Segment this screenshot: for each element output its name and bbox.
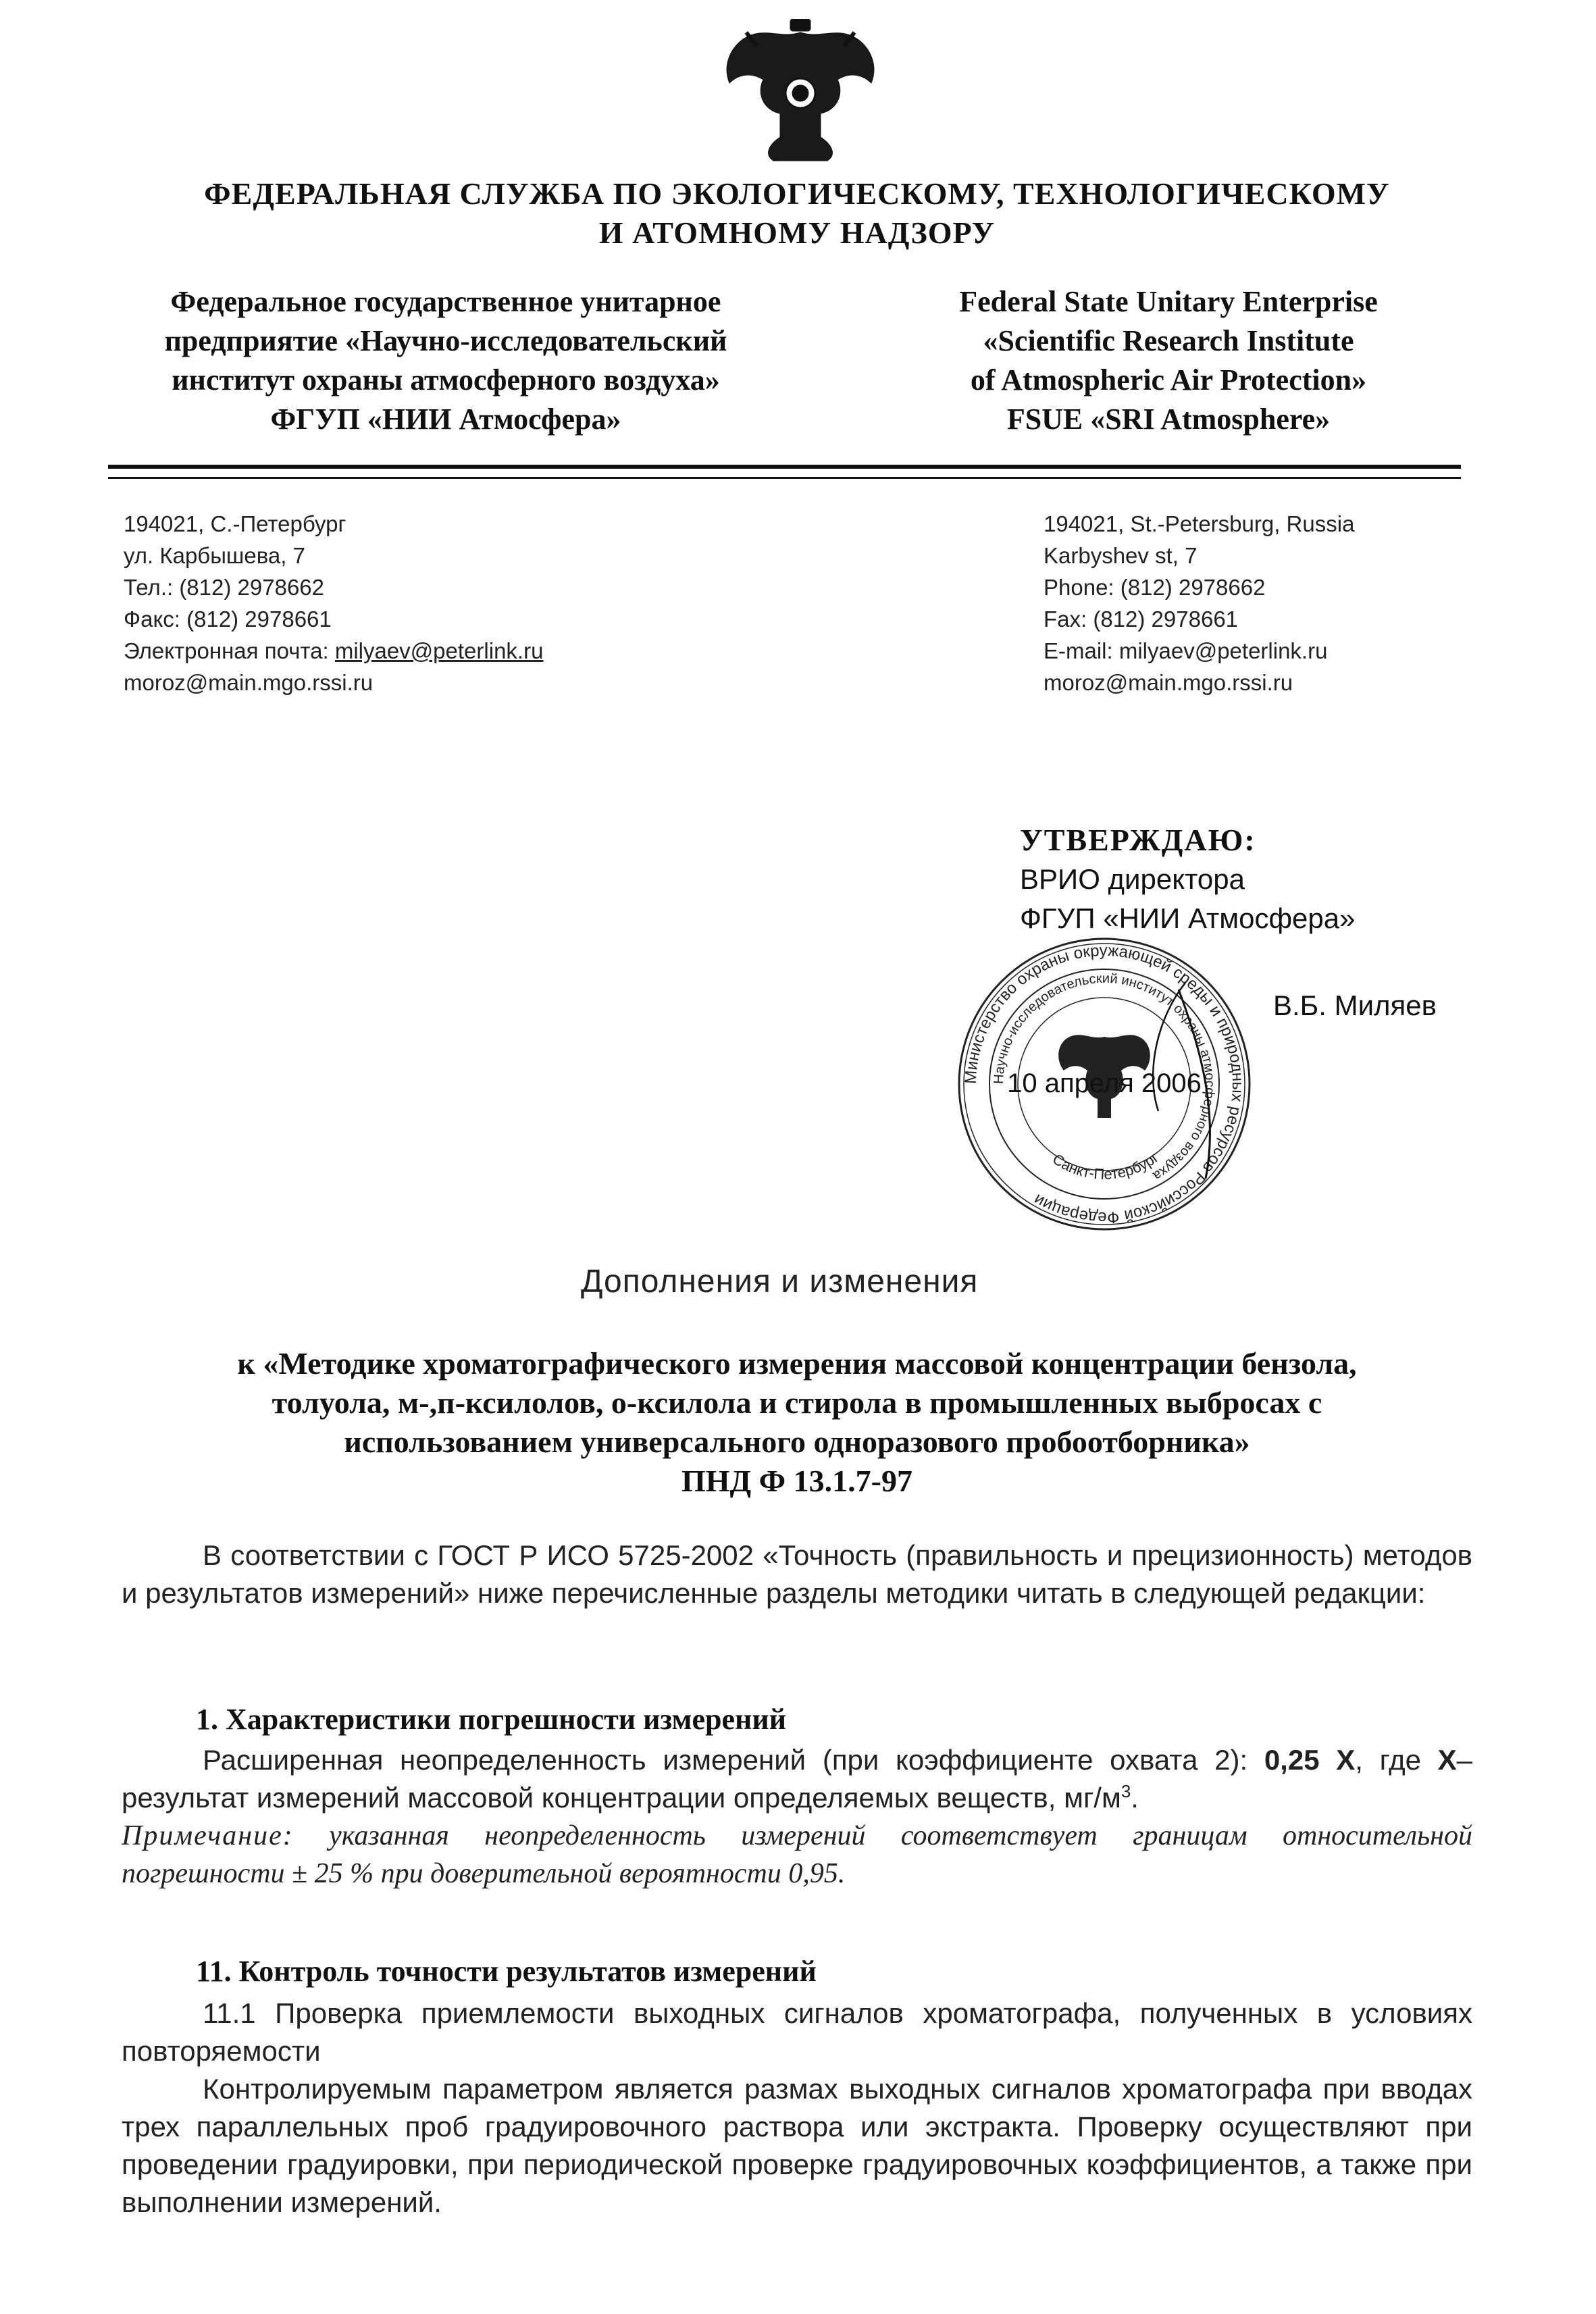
stamp-city: Санкт-Петербург (1049, 1148, 1162, 1183)
org-ru-line-4: ФГУП «НИИ Атмосфера» (270, 403, 621, 436)
section-1-text-a: Расширенная неопределенность измерений (при коэффициенте охвата 2): (203, 1744, 1264, 1776)
intro-paragraph (122, 1537, 1472, 1612)
stamp-date: 10 апреля 2006 (1007, 1069, 1202, 1098)
address-ru-email-label: Электронная почта: (124, 638, 335, 663)
org-en-line-3: of Atmospheric Air Protection» (970, 363, 1367, 396)
header-rule-thick (108, 465, 1461, 469)
address-ru-phone: Тел.: (812) 2978662 (124, 575, 324, 600)
address-ru-email-line (124, 635, 543, 667)
method-title (122, 1344, 1472, 1501)
approval-position-2: ФГУП «НИИ Атмосфера» (1020, 902, 1356, 934)
method-line-2: толуола, м-,п-ксилолов, о-ксилола и стирола в промышленных выбросах с (272, 1385, 1322, 1420)
org-en-line-2: «Scientific Research Institute (983, 324, 1354, 357)
method-line-3: использованием универсального одноразового пробоотборника» (344, 1424, 1250, 1459)
signer-name: В.Б. Миляев (1273, 989, 1437, 1021)
method-line-4: ПНД Ф 13.1.7-97 (681, 1464, 913, 1498)
section-11-sub-text: 11.1 Проверка приемлемости выходных сигналов хроматографа, полученных в условиях повторяемости (122, 1997, 1472, 2067)
method-line-1: к «Методике хроматографического измерения массовой концентрации бензола, (237, 1346, 1357, 1381)
org-ru-line-1: Федеральное государственное унитарное (170, 285, 721, 318)
org-ru-line-3: институт охраны атмосферного воздуха» (172, 363, 720, 396)
section-1-body (122, 1741, 1472, 1893)
header-rule-thin (108, 477, 1461, 479)
section-11-body (122, 2070, 1472, 2221)
note-text: указанная неопределенность измерений соответствует границам относительной погрешности ± 25 % при доверительной вероятности 0,95. (122, 1820, 1472, 1889)
address-en-email: E-mail: milyaev@peterlink.ru (1044, 638, 1328, 663)
section-1-note (122, 1817, 1472, 1893)
address-ru-email-link[interactable]: milyaev@peterlink.ru (334, 638, 544, 663)
address-en-postal: 194021, St.-Petersburg, Russia (1044, 511, 1355, 536)
section-1-text-b: , где (1355, 1744, 1438, 1776)
section-11-heading: 11. Контроль точности результатов измерений (196, 1955, 817, 1988)
org-en-line-1: Federal State Unitary Enterprise (959, 285, 1378, 318)
section-1-text-end: . (1131, 1782, 1139, 1814)
section-11-sub (122, 1995, 1472, 2070)
address-en (1044, 508, 1354, 698)
round-seal-icon (956, 935, 1253, 1233)
intro-text: В соответствии с ГОСТ Р ИСО 5725-2002 «Точность (правильность и прецизионность) методов и результатов измерений» ниже перечисленные разделы методики читать в следующей редакции: (122, 1539, 1472, 1609)
address-ru-fax: Факс: (812) 2978661 (124, 607, 332, 632)
section-1-unit-sup: 3 (1121, 1781, 1131, 1801)
agency-line-1: ФЕДЕРАЛЬНАЯ СЛУЖБА ПО ЭКОЛОГИЧЕСКОМУ, ТЕХНОЛОГИЧЕСКОМУ (204, 176, 1390, 211)
section-1-text (122, 1741, 1472, 1817)
address-en-fax: Fax: (812) 2978661 (1044, 607, 1239, 632)
address-en-phone: Phone: (812) 2978662 (1044, 575, 1266, 600)
address-en-email-2: moroz@main.mgo.rssi.ru (1044, 670, 1293, 695)
agency-line-2: И АТОМНОМУ НАДЗОРУ (598, 215, 996, 250)
address-ru (124, 508, 543, 698)
double-headed-eagle-icon (716, 19, 885, 164)
address-en-street: Karbyshev st, 7 (1044, 543, 1198, 568)
note-label: Примечание: (122, 1820, 294, 1851)
address-ru-street: ул. Карбышева, 7 (124, 543, 305, 568)
address-ru-postal: 194021, С.-Петербург (124, 511, 346, 536)
stamp-outer-text: Министерство охраны окружающей среды и природных ресурсов Российской Федерации (961, 941, 1247, 1227)
org-ru-line-2: предприятие «Научно-исследовательский (164, 324, 727, 357)
org-name-en (831, 282, 1506, 439)
section-1-text-c: – результат измерений массовой концентрации определяемых веществ, мг/м (122, 1744, 1472, 1814)
stamp-inner-text: Научно-исследовательский институт охраны атмосферного воздуха (991, 971, 1218, 1184)
agency-header (101, 174, 1493, 253)
address-ru-email-2: moroz@main.mgo.rssi.ru (124, 670, 374, 695)
section-1-formula: 0,25 Х (1264, 1744, 1356, 1776)
approval-title: УТВЕРЖДАЮ: (1020, 823, 1256, 857)
document-subheading: Дополнения и изменения (581, 1264, 979, 1300)
approval-block (1020, 821, 1356, 938)
approval-position-1: ВРИО директора (1020, 863, 1245, 895)
section-1-heading: 1. Характеристики погрешности измерений (196, 1703, 787, 1736)
section-11-text: Контролируемым параметром является размах выходных сигналов хроматографа при вводах трех параллельных проб градуировочного раствора или экстракта. Проверку осуществляют при проведении градуировки, при периодической проверке градуировочных коэффициентов, а также при выполнении измерений. (122, 2073, 1472, 2218)
org-en-line-4: FSUE «SRI Atmosphere» (1006, 403, 1331, 436)
org-name-ru (108, 282, 783, 439)
section-1-x: Х (1437, 1744, 1457, 1776)
